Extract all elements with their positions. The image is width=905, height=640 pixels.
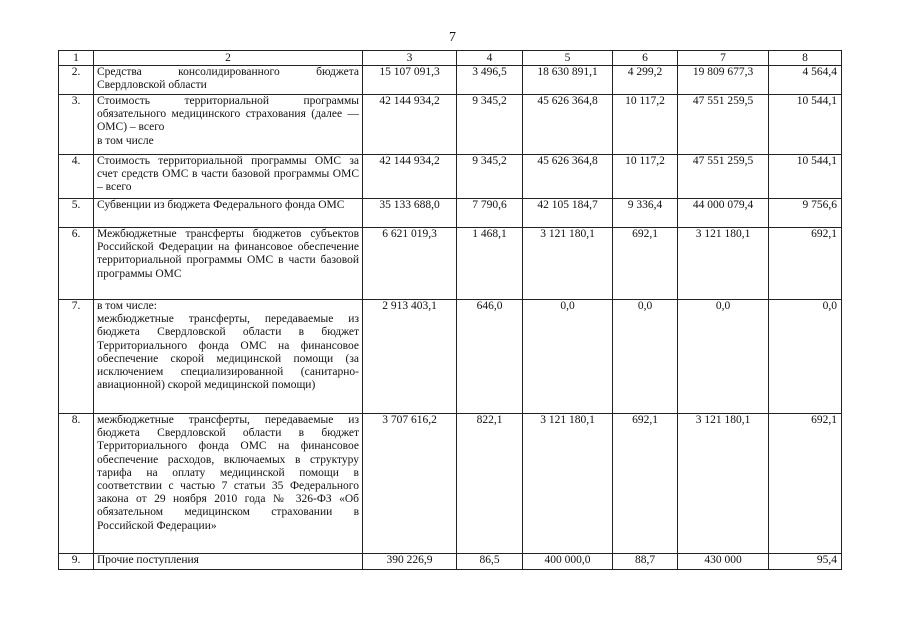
value-cell-col3: 2 913 403,1 — [363, 300, 457, 414]
description-line: Средства консолидированного бюджета Свердловской области — [97, 66, 359, 92]
value-cell-col3: 42 144 934,2 — [363, 155, 457, 199]
value-cell-col3: 390 226,9 — [363, 554, 457, 570]
value-cell-col4: 822,1 — [457, 414, 523, 554]
header-cell-7: 7 — [678, 51, 769, 66]
value-cell-col3: 42 144 934,2 — [363, 95, 457, 155]
description-line: в том числе: — [97, 300, 157, 312]
table-row — [59, 66, 842, 95]
row-description — [94, 554, 363, 570]
value-cell-col5: 45 626 364,8 — [523, 155, 613, 199]
value-cell-col6: 692,1 — [613, 414, 678, 554]
value-cell-col7: 3 121 180,1 — [678, 414, 769, 554]
row-description — [94, 66, 363, 95]
row-number: 9. — [59, 554, 94, 570]
description-line: Межбюджетные трансферты бюджетов субъектов Российской Федерации на финансовое обеспечение территориальной программы ОМС в части базовой программы ОМС — [97, 228, 359, 280]
header-cell-3: 3 — [363, 51, 457, 66]
description-line: межбюджетные трансферты, передаваемые из бюджета Свердловской области в бюджет Территориального фонда ОМС на финансовое обеспечение скорой медицинской помощи (за исключением специализированной (санитарно-авиационной) скорой медицинской помощи) — [97, 313, 359, 392]
value-cell-col5: 42 105 184,7 — [523, 199, 613, 228]
value-cell-col6: 10 117,2 — [613, 95, 678, 155]
header-cell-6: 6 — [613, 51, 678, 66]
value-cell-col6: 0,0 — [613, 300, 678, 414]
header-cell-1: 1 — [59, 51, 94, 66]
value-cell-col4: 1 468,1 — [457, 228, 523, 300]
value-cell-col8: 10 544,1 — [769, 155, 842, 199]
value-cell-col8: 95,4 — [769, 554, 842, 570]
row-description — [94, 155, 363, 199]
description-line: Стоимость территориальной программы ОМС за счет средств ОМС в части базовой программы ОМС – всего — [97, 155, 359, 194]
value-cell-col4: 646,0 — [457, 300, 523, 414]
value-cell-col4: 86,5 — [457, 554, 523, 570]
value-cell-col8: 0,0 — [769, 300, 842, 414]
value-cell-col8: 692,1 — [769, 414, 842, 554]
table-header-row — [59, 51, 842, 66]
row-description — [94, 199, 363, 228]
value-cell-col4: 3 496,5 — [457, 66, 523, 95]
value-cell-col3: 15 107 091,3 — [363, 66, 457, 95]
row-number: 2. — [59, 66, 94, 95]
value-cell-col3: 35 133 688,0 — [363, 199, 457, 228]
value-cell-col5: 45 626 364,8 — [523, 95, 613, 155]
header-cell-5: 5 — [523, 51, 613, 66]
value-cell-col5: 0,0 — [523, 300, 613, 414]
table-row — [59, 554, 842, 570]
value-cell-col7: 47 551 259,5 — [678, 155, 769, 199]
row-number: 4. — [59, 155, 94, 199]
table-row — [59, 228, 842, 300]
table-body — [59, 51, 842, 570]
description-line: Субвенции из бюджета Федерального фонда ОМС — [97, 199, 345, 211]
value-cell-col4: 9 345,2 — [457, 155, 523, 199]
value-cell-col8: 692,1 — [769, 228, 842, 300]
header-cell-2: 2 — [94, 51, 363, 66]
value-cell-col8: 9 756,6 — [769, 199, 842, 228]
row-description — [94, 414, 363, 554]
value-cell-col8: 4 564,4 — [769, 66, 842, 95]
value-cell-col4: 9 345,2 — [457, 95, 523, 155]
table-row — [59, 300, 842, 414]
description-line: межбюджетные трансферты, передаваемые из бюджета Свердловской области в бюджет Территориального фонда ОМС на финансовое обеспечение расходов, включаемых в структуру тарифа на оплату медицинской помощи в соответствии с частью 7 статьи 35 Федерального закона от 29 ноября 2010 года № 326-ФЗ «Об обязательном медицинском страховании в Российской Федерации» — [97, 414, 359, 532]
row-number: 5. — [59, 199, 94, 228]
header-cell-8: 8 — [769, 51, 842, 66]
header-cell-4: 4 — [457, 51, 523, 66]
description-line: в том числе — [97, 134, 154, 147]
value-cell-col6: 9 336,4 — [613, 199, 678, 228]
value-cell-col7: 430 000 — [678, 554, 769, 570]
row-number: 6. — [59, 228, 94, 300]
value-cell-col3: 3 707 616,2 — [363, 414, 457, 554]
value-cell-col8: 10 544,1 — [769, 95, 842, 155]
budget-table — [58, 50, 842, 570]
row-description — [94, 300, 363, 414]
description-line: Стоимость территориальной программы обязательного медицинского страхования (далее — ОМС) – всего — [97, 95, 359, 134]
value-cell-col7: 47 551 259,5 — [678, 95, 769, 155]
value-cell-col7: 3 121 180,1 — [678, 228, 769, 300]
table-row — [59, 199, 842, 228]
row-number: 8. — [59, 414, 94, 554]
table-row — [59, 95, 842, 155]
value-cell-col7: 0,0 — [678, 300, 769, 414]
value-cell-col5: 18 630 891,1 — [523, 66, 613, 95]
row-number: 3. — [59, 95, 94, 155]
description-line: Прочие поступления — [97, 554, 199, 566]
value-cell-col6: 88,7 — [613, 554, 678, 570]
value-cell-col6: 10 117,2 — [613, 155, 678, 199]
value-cell-col6: 692,1 — [613, 228, 678, 300]
value-cell-col4: 7 790,6 — [457, 199, 523, 228]
value-cell-col7: 19 809 677,3 — [678, 66, 769, 95]
row-description — [94, 95, 363, 155]
row-description — [94, 228, 363, 300]
value-cell-col5: 3 121 180,1 — [523, 414, 613, 554]
table-row — [59, 155, 842, 199]
table-row — [59, 414, 842, 554]
value-cell-col6: 4 299,2 — [613, 66, 678, 95]
value-cell-col7: 44 000 079,4 — [678, 199, 769, 228]
value-cell-col3: 6 621 019,3 — [363, 228, 457, 300]
page-number: 7 — [449, 30, 456, 45]
row-number: 7. — [59, 300, 94, 414]
value-cell-col5: 3 121 180,1 — [523, 228, 613, 300]
value-cell-col5: 400 000,0 — [523, 554, 613, 570]
